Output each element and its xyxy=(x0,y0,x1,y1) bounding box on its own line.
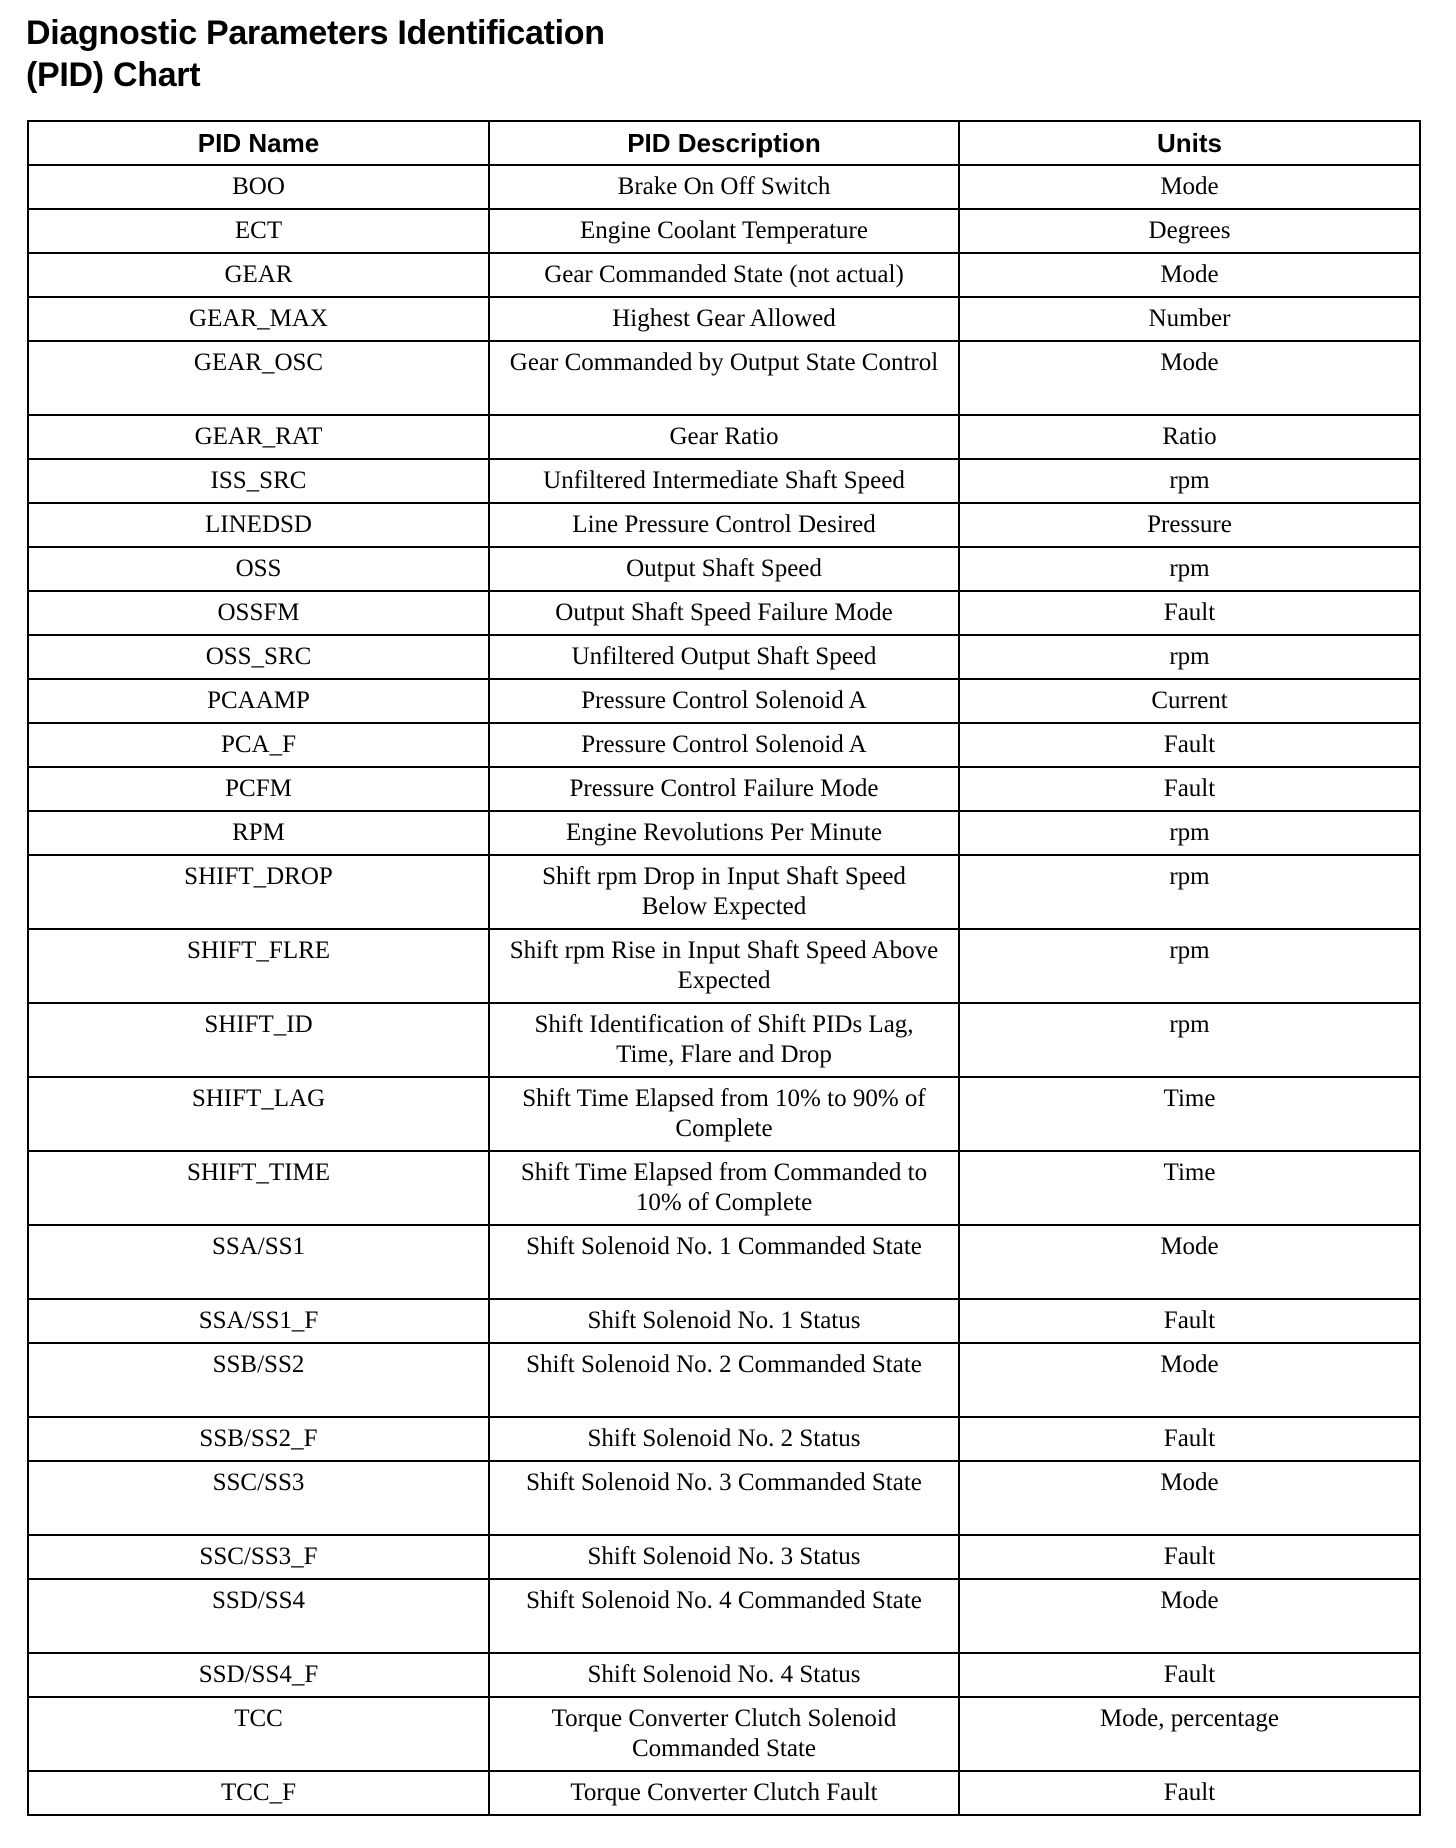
pid-description-cell xyxy=(489,1299,959,1343)
pid-name-cell-text: SHIFT_LAG xyxy=(191,1085,326,1112)
pid-description-cell xyxy=(489,1343,959,1417)
pid-name-cell-text: GEAR_OSC xyxy=(193,349,324,376)
pid-name-cell-text: SHIFT_TIME xyxy=(186,1159,331,1186)
pid-description-cell xyxy=(489,1225,959,1299)
pid-description-cell xyxy=(489,723,959,767)
pid-name-cell xyxy=(28,635,489,679)
pid-name-cell-text: GEAR_RAT xyxy=(194,423,323,450)
pid-description-cell xyxy=(489,547,959,591)
table-row xyxy=(28,547,1420,591)
pid-description-cell-text: Shift Time Elapsed from Commanded to 10% of Complete xyxy=(520,1159,928,1216)
units-cell-text: Ratio xyxy=(1162,423,1217,450)
pid-description-cell-text: Shift Solenoid No. 4 Status xyxy=(587,1661,861,1688)
table-row xyxy=(28,415,1420,459)
pid-name-cell xyxy=(28,253,489,297)
units-cell xyxy=(959,1077,1420,1151)
pid-name-cell xyxy=(28,209,489,253)
pid-name-cell-text: SSA/SS1 xyxy=(211,1233,306,1260)
pid-name-cell xyxy=(28,679,489,723)
pid-description-cell-text: Torque Converter Clutch Solenoid Commanded State xyxy=(551,1705,897,1762)
pid-description-cell xyxy=(489,591,959,635)
pid-description-cell xyxy=(489,341,959,415)
pid-name-cell xyxy=(28,1579,489,1653)
pid-description-cell-text: Shift Solenoid No. 2 Status xyxy=(587,1425,861,1452)
table-row xyxy=(28,855,1420,929)
pid-name-cell-text: PCAAMP xyxy=(207,687,310,714)
pid-name-cell-text: LINEDSD xyxy=(205,511,312,538)
pid-description-cell xyxy=(489,767,959,811)
pid-name-cell-text: GEAR_MAX xyxy=(189,305,328,332)
pid-description-cell xyxy=(489,1579,959,1653)
units-cell-text: Time xyxy=(1163,1085,1216,1112)
pid-name-cell xyxy=(28,1417,489,1461)
table-row xyxy=(28,1697,1420,1771)
pid-name-cell xyxy=(28,1697,489,1771)
table-row xyxy=(28,297,1420,341)
pid-name-cell xyxy=(28,767,489,811)
pid-name-cell-text: SHIFT_FLRE xyxy=(186,937,331,964)
units-cell xyxy=(959,1653,1420,1697)
units-cell-text: Mode xyxy=(1160,349,1219,376)
pid-description-cell xyxy=(489,1653,959,1697)
pid-name-cell-text: TCC xyxy=(234,1705,283,1732)
table-row xyxy=(28,1461,1420,1535)
units-cell xyxy=(959,503,1420,547)
pid-description-cell xyxy=(489,855,959,929)
pid-description-cell-text: Highest Gear Allowed xyxy=(612,305,836,332)
units-cell xyxy=(959,591,1420,635)
pid-description-cell-text: Pressure Control Solenoid A xyxy=(581,731,867,758)
pid-description-cell xyxy=(489,1461,959,1535)
pid-name-cell xyxy=(28,1077,489,1151)
pid-description-cell xyxy=(489,1077,959,1151)
pid-description-cell-text: Shift rpm Rise in Input Shaft Speed Above Expected xyxy=(509,937,939,994)
pid-description-cell xyxy=(489,297,959,341)
units-cell-text: Time xyxy=(1163,1159,1216,1186)
units-cell xyxy=(959,1343,1420,1417)
pid-description-cell-text: Pressure Control Failure Mode xyxy=(569,775,879,802)
pid-description-cell-text: Gear Ratio xyxy=(669,423,779,450)
units-cell xyxy=(959,165,1420,209)
units-cell xyxy=(959,415,1420,459)
units-cell xyxy=(959,253,1420,297)
table-row xyxy=(28,811,1420,855)
pid-description-cell xyxy=(489,1417,959,1461)
pid-description-cell xyxy=(489,459,959,503)
pid-name-cell-text: SSA/SS1_F xyxy=(198,1307,319,1334)
table-row xyxy=(28,459,1420,503)
units-cell-text: Mode xyxy=(1160,261,1219,288)
pid-name-cell-text: SSC/SS3 xyxy=(212,1469,305,1496)
pid-name-cell-text: SSD/SS4 xyxy=(211,1587,306,1614)
pid-description-cell-text: Output Shaft Speed xyxy=(626,555,822,582)
pid-name-cell-text: SHIFT_DROP xyxy=(184,863,333,890)
units-cell xyxy=(959,1003,1420,1077)
units-cell xyxy=(959,811,1420,855)
table-row xyxy=(28,1299,1420,1343)
units-cell xyxy=(959,297,1420,341)
pid-description-cell xyxy=(489,1535,959,1579)
pid-description-cell xyxy=(489,1697,959,1771)
pid-name-cell xyxy=(28,1535,489,1579)
pid-name-cell-text: TCC_F xyxy=(220,1779,297,1806)
pid-name-cell-text: OSS xyxy=(235,555,282,582)
pid-table xyxy=(27,120,1421,1816)
table-row xyxy=(28,723,1420,767)
units-cell xyxy=(959,723,1420,767)
units-cell-text: rpm xyxy=(1169,555,1210,582)
units-cell-text: Number xyxy=(1148,305,1231,332)
pid-name-cell-text: SHIFT_ID xyxy=(204,1011,313,1038)
pid-name-cell-text: PCFM xyxy=(225,775,292,802)
units-cell-text: Current xyxy=(1151,687,1228,714)
pid-description-cell-text: Shift Solenoid No. 4 Commanded State xyxy=(526,1587,922,1614)
table-row xyxy=(28,1771,1420,1815)
pid-description-cell-text: Torque Converter Clutch Fault xyxy=(570,1779,878,1806)
units-cell-text: rpm xyxy=(1169,643,1210,670)
units-cell-text: rpm xyxy=(1169,467,1210,494)
units-cell xyxy=(959,767,1420,811)
pid-name-cell xyxy=(28,341,489,415)
units-cell xyxy=(959,1535,1420,1579)
pid-name-cell-text: RPM xyxy=(232,819,285,846)
units-cell xyxy=(959,1771,1420,1815)
table-row xyxy=(28,1579,1420,1653)
table-row xyxy=(28,253,1420,297)
table-row xyxy=(28,1535,1420,1579)
table-row xyxy=(28,679,1420,723)
pid-name-cell xyxy=(28,459,489,503)
pid-description-cell-text: Line Pressure Control Desired xyxy=(572,511,876,538)
units-cell-text: rpm xyxy=(1169,1011,1210,1038)
units-cell-text: Mode xyxy=(1160,1351,1219,1378)
pid-name-cell xyxy=(28,1771,489,1815)
units-cell xyxy=(959,855,1420,929)
table-row xyxy=(28,1003,1420,1077)
pid-name-cell-text: OSSFM xyxy=(217,599,300,626)
units-cell-text: Fault xyxy=(1163,1543,1216,1570)
pid-description-cell-text: Shift Solenoid No. 2 Commanded State xyxy=(526,1351,922,1378)
pid-description-cell-text: Unfiltered Intermediate Shaft Speed xyxy=(543,467,905,494)
pid-description-cell-text: Engine Revolutions Per Minute xyxy=(566,819,882,846)
pid-name-cell-text: OSS_SRC xyxy=(205,643,312,670)
pid-description-cell-text: Brake On Off Switch xyxy=(617,173,831,200)
pid-name-cell xyxy=(28,1003,489,1077)
table-row xyxy=(28,1225,1420,1299)
units-cell-text: Fault xyxy=(1163,1779,1216,1806)
table-header-row xyxy=(28,121,1420,165)
pid-description-cell-text: Output Shaft Speed Failure Mode xyxy=(555,599,893,626)
units-cell-text: rpm xyxy=(1169,819,1210,846)
table-row xyxy=(28,929,1420,1003)
header-pid-name: PID Name xyxy=(28,121,489,165)
table-row xyxy=(28,1077,1420,1151)
pid-description-cell-text: Shift Identification of Shift PIDs Lag, Time, Flare and Drop xyxy=(534,1011,914,1068)
pid-name-cell xyxy=(28,723,489,767)
pid-description-cell xyxy=(489,209,959,253)
table-row xyxy=(28,1417,1420,1461)
units-cell-text: Fault xyxy=(1163,1661,1216,1688)
table-row xyxy=(28,165,1420,209)
pid-name-cell xyxy=(28,1299,489,1343)
units-cell xyxy=(959,341,1420,415)
units-cell-text: rpm xyxy=(1169,937,1210,964)
pid-description-cell xyxy=(489,679,959,723)
header-units: Units xyxy=(959,121,1420,165)
pid-description-cell xyxy=(489,1151,959,1225)
units-cell xyxy=(959,209,1420,253)
units-cell-text: Fault xyxy=(1163,1425,1216,1452)
units-cell-text: Fault xyxy=(1163,775,1216,802)
pid-name-cell-text: GEAR xyxy=(224,261,293,288)
pid-name-cell xyxy=(28,503,489,547)
pid-description-cell xyxy=(489,165,959,209)
table-row xyxy=(28,341,1420,415)
pid-name-cell xyxy=(28,165,489,209)
table-row xyxy=(28,767,1420,811)
pid-description-cell xyxy=(489,811,959,855)
pid-description-cell-text: Shift Time Elapsed from 10% to 90% of Complete xyxy=(522,1085,926,1142)
pid-name-cell-text: SSB/SS2_F xyxy=(199,1425,318,1452)
units-cell xyxy=(959,1151,1420,1225)
pid-description-cell-text: Pressure Control Solenoid A xyxy=(581,687,867,714)
units-cell xyxy=(959,1417,1420,1461)
units-cell xyxy=(959,547,1420,591)
pid-name-cell-text: ISS_SRC xyxy=(210,467,307,494)
pid-name-cell xyxy=(28,591,489,635)
units-cell-text: rpm xyxy=(1169,863,1210,890)
units-cell xyxy=(959,459,1420,503)
pid-name-cell xyxy=(28,1653,489,1697)
title-line-2: (PID) Chart xyxy=(26,56,201,94)
pid-name-cell-text: PCA_F xyxy=(220,731,297,758)
pid-description-cell-text: Gear Commanded by Output State Control xyxy=(509,349,939,376)
units-cell-text: Mode xyxy=(1160,1233,1219,1260)
pid-description-cell-text: Shift Solenoid No. 1 Commanded State xyxy=(526,1233,922,1260)
pid-description-cell xyxy=(489,929,959,1003)
header-pid-description: PID Description xyxy=(489,121,959,165)
pid-name-cell xyxy=(28,297,489,341)
units-cell xyxy=(959,1225,1420,1299)
units-cell xyxy=(959,1697,1420,1771)
pid-description-cell xyxy=(489,253,959,297)
table-row xyxy=(28,1151,1420,1225)
pid-description-cell-text: Shift Solenoid No. 3 Commanded State xyxy=(526,1469,922,1496)
units-cell xyxy=(959,635,1420,679)
pid-name-cell xyxy=(28,1343,489,1417)
pid-description-cell xyxy=(489,415,959,459)
pid-description-cell-text: Shift rpm Drop in Input Shaft Speed Below Expected xyxy=(542,863,906,920)
units-cell-text: Mode xyxy=(1160,173,1219,200)
title-line-1: Diagnostic Parameters Identification xyxy=(26,14,605,52)
pid-description-cell xyxy=(489,1003,959,1077)
pid-name-cell xyxy=(28,1151,489,1225)
pid-name-cell-text: SSC/SS3_F xyxy=(199,1543,318,1570)
pid-name-cell xyxy=(28,1225,489,1299)
pid-name-cell xyxy=(28,855,489,929)
pid-description-cell xyxy=(489,1771,959,1815)
units-cell-text: Mode, percentage xyxy=(1099,1705,1280,1732)
table-row xyxy=(28,1343,1420,1417)
units-cell xyxy=(959,929,1420,1003)
table-row xyxy=(28,503,1420,547)
pid-description-cell-text: Shift Solenoid No. 1 Status xyxy=(587,1307,861,1334)
pid-name-cell xyxy=(28,547,489,591)
units-cell-text: Fault xyxy=(1163,1307,1216,1334)
pid-description-cell xyxy=(489,503,959,547)
units-cell-text: Degrees xyxy=(1148,217,1231,244)
units-cell xyxy=(959,1579,1420,1653)
table-row xyxy=(28,635,1420,679)
pid-description-cell-text: Engine Coolant Temperature xyxy=(580,217,868,244)
units-cell-text: Mode xyxy=(1160,1469,1219,1496)
pid-description-cell xyxy=(489,635,959,679)
units-cell-text: Fault xyxy=(1163,731,1216,758)
pid-name-cell xyxy=(28,811,489,855)
pid-name-cell-text: SSB/SS2 xyxy=(212,1351,305,1378)
units-cell-text: Mode xyxy=(1160,1587,1219,1614)
units-cell xyxy=(959,1461,1420,1535)
pid-name-cell-text: BOO xyxy=(232,173,285,200)
table-row xyxy=(28,209,1420,253)
table-row xyxy=(28,1653,1420,1697)
units-cell xyxy=(959,679,1420,723)
pid-description-cell-text: Unfiltered Output Shaft Speed xyxy=(571,643,877,670)
pid-name-cell xyxy=(28,415,489,459)
pid-name-cell-text: SSD/SS4_F xyxy=(198,1661,319,1688)
units-cell-text: Pressure xyxy=(1147,511,1232,538)
pid-name-cell xyxy=(28,929,489,1003)
units-cell xyxy=(959,1299,1420,1343)
pid-description-cell-text: Gear Commanded State (not actual) xyxy=(544,261,904,288)
units-cell-text: Fault xyxy=(1163,599,1216,626)
pid-name-cell-text: ECT xyxy=(234,217,283,244)
page-title xyxy=(26,12,605,96)
pid-description-cell-text: Shift Solenoid No. 3 Status xyxy=(587,1543,861,1570)
pid-name-cell xyxy=(28,1461,489,1535)
table-row xyxy=(28,591,1420,635)
